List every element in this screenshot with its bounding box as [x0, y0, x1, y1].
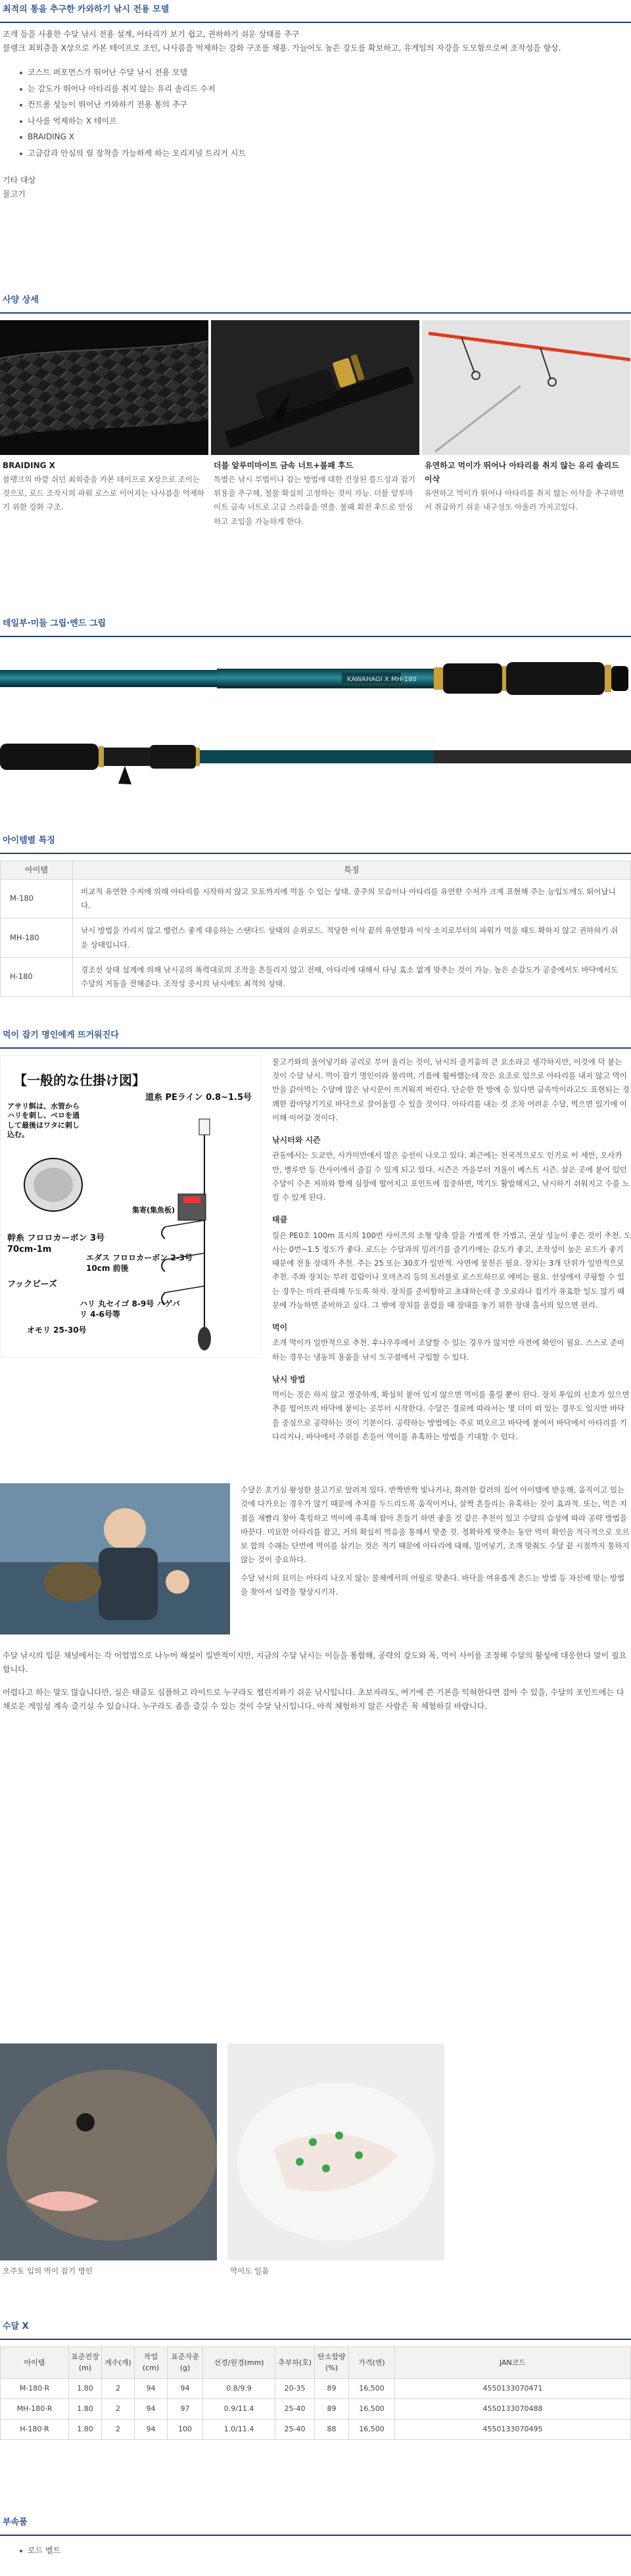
paragraph: 수달은 호기심 왕성한 물고기로 알려져 있다. 반짝반짝 빛나거나, 화려한 칼러의 집어 아이템에 반응해, 움직이고 있는 것에 다가오는 경우가 많기 때문에 추저를 두드리도록 움직이거나, 살짝 흔들리는 유혹하는 것이 효과적. 또는, 먹은 지점을 재빨리 찾아 훅킹하고 먹이에 유혹해 잡아 흔들기 하면 좋을 것 같은 추천이 있고 수달의 습성에 따라 공략 방법을 바꾼다. 미묘한 아타리를 잡고, 거의 확실히 먹음을 통해서 맞출 것. 정확하게 맞추는 동안 먹이 확인을 적극적으로 오르보 합의 수래는 단번에 먹이를 삼키는 것은 적기 때문에 아타리에 대해, 밀어넣기, 조개 맞춰도 수달 끝 시점까지 통하지 않는 것이 중요하다.: [241, 1485, 630, 1565]
table-cell: 경조선 상태 설계에 의해 낚시공의 폭력대로의 조작을 흔들리지 않고 전해, 아타리에 대해서 타닝 효소 없게 맞추는 것이 가능. 높은 손감도가 공중에서도 바닥에서도 수달의 거동을 전해준다. 조작성 중시의 낚시에도 최적의 상태.: [73, 957, 631, 997]
bait-note: アサリ餌は、水管からハリを刺し、ベロを通して最後はワタに刺し込む。: [7, 1101, 80, 1139]
rig-diagram: [0, 1055, 262, 1358]
rod-grip-photo: [0, 721, 631, 794]
table-cell: 25-40: [275, 2398, 315, 2419]
rod-tip-photo: [422, 320, 630, 455]
column-header: 표준자중(g): [168, 2347, 203, 2378]
spec-card-tip: [422, 320, 630, 529]
spec-table-section: [0, 2320, 631, 2440]
braiding-photo: [0, 320, 208, 455]
column-header: 표준전장(m): [69, 2347, 102, 2378]
list-item: 나사를 억제하는 X 테이프: [20, 113, 631, 130]
hook-label: ハリ 丸セイゴ 8-9号 ハゲバリ 4-6号等: [80, 1299, 180, 1319]
line-label: 道糸 PEライン 0.8~1.5号: [145, 1092, 252, 1103]
section-title: 부속품: [3, 2517, 28, 2527]
photo-caption: 먹이도 일품: [230, 2266, 269, 2276]
table-cell: 89: [315, 2378, 349, 2398]
svg-text:KAWAHAGI X MH-180: KAWAHAGI X MH-180: [347, 675, 417, 683]
column-header: 추부하(호): [275, 2347, 315, 2378]
photo-card: [0, 2043, 217, 2278]
beads-label: フックビーズ: [7, 1279, 57, 1289]
rod-butt-photo: [0, 644, 631, 716]
spec-card-reelseat: [211, 320, 419, 529]
svg-text:【一般的な仕掛け図】: 【一般的な仕掛け図】: [14, 1072, 145, 1088]
section-title: 사양 상세: [3, 295, 39, 305]
intro-section: [0, 28, 631, 201]
target-value: 물고기: [3, 189, 26, 199]
photo-card: [227, 2043, 444, 2278]
spec-table: [0, 2347, 631, 2440]
table-cell: 94: [135, 2378, 168, 2398]
list-item: 로드 벨트: [20, 2542, 631, 2559]
paragraph: 어렵다고 하는 말도 많습니다만, 실은 태클도 심플하고 라이트로 누구라도 챌린지하기 쉬운 낚시입니다. 초보자라도, 여기에 쓴 기본을 익혀한다면 잡아 수 있을, 수달의 포인트에는 다채로운 게임성 계속 즐기실 수 있습니다. 누구라도 좀을 즐길 수 있는 것이 수달 낚시입니다. 아직 체험하지 않은 사람은 꼭 체험하길 바랍니다.: [3, 1688, 624, 1711]
paragraph: 조개 먹이가 일반적으로 추천. 후나우루에서 조달할 수 있는 경우가 많지만 사전에 확인이 필요. 스스로 준비하는 경우는 냉동의 용품을 낚시 도구점에서 구입할 수 있다.: [272, 1338, 625, 1362]
table-row: [1, 2419, 631, 2439]
spec-card-braiding: [0, 320, 208, 529]
subheading: 먹이: [272, 1323, 288, 1333]
divider: [0, 636, 631, 637]
action-table: [0, 861, 631, 997]
table-cell: 0.8/9.9: [203, 2378, 275, 2398]
target-info: [0, 174, 631, 201]
section-title: 먹이 잡기 명인에게 뜨거워진다: [3, 1030, 119, 1040]
paragraph: 릴은 PE0호 100m 표시의 100번 사이즈의 소형 양축 릴을 가볍게 한 가볍고, 권상 성능이 좋은 것이 추천. 도사는 0번~1.5 정도가 좋다. 로드는 수달과의 밀러기를 즐기기에는 감도가 좋고, 조작성이 높은 로드가 좋기 때문에 전용 장대가 추천. 주는 25 또는 30호가 일반적. 사면에 뭉친은 필요. 장치는 3개 단위가 일반적으로 추천. 주와 장치는 부러 걸림이나 오마츠리 등의 트러블로 로스트하므로 예비는 필요. 선상에서 쿠팡할 수 있는 경우는 미리 관리해 두도록 하자. 장치를 준비할하고 초대하는데 중 오로라나 집기가 유효한 일도 많기 때문에 가능하면 준비하고 싶다. 그 밖에 장치를 올렸을 때 장대를 놓기 위한 장대 홀서의 있으면 편리.: [272, 1230, 631, 1310]
table-row: [1, 918, 631, 958]
table-cell: 1.0/11.4: [203, 2419, 275, 2439]
paragraph: 먹이는 것은 하지 않고 정중하게, 확실히 붙어 있지 않으면 먹이를 흘릴 뿐이 된다. 장치 투입의 신호가 있으면 추를 떨어뜨려 바닥에 붙이는 곳부터 시작한다. 수달은 경로에 따라서는 몇 더미 떠 있는 경우도 있지만 바닥을 중심으로 공략하는 것이 기본이다. 공략하는 방법에는 주로 떠오르고 바닥에 붙여서 바닥에서 아타리를 기다리거나, 바닥에서 주위를 흔들어 먹이를 유혹하는 방법을 기대할 수 있다.: [272, 1390, 630, 1441]
table-cell: 2: [102, 2398, 135, 2419]
table-cell: 94: [135, 2398, 168, 2419]
table-cell: 1.80: [69, 2419, 102, 2439]
table-row: [1, 957, 631, 997]
list-item: 는 감도가 뛰어나 아타리를 취지 않는 유리 솔리드 수저: [20, 81, 631, 97]
subheading: 태클: [272, 1215, 288, 1225]
table-row: [1, 879, 631, 918]
table-cell: M-180·R: [1, 2378, 69, 2398]
column-header: JAN코드: [395, 2347, 631, 2378]
target-label: 기타 대상: [3, 175, 36, 185]
table-cell: 4550133070471: [395, 2378, 631, 2398]
table-cell: M-180: [1, 879, 73, 918]
table-row: [1, 2398, 631, 2419]
spec-caption: 더블 알루미마이트 금속 너트+불패 후드: [214, 460, 354, 470]
table-cell: 비교적 유연한 수저에 의해 아타리를 시작하지 않고 모토까지에 먹을 수 있는 상태. 중주의 모습이나 아타리를 유연한 수저가 크게 표현해 주는 능입도에도 뛰어납니다.: [73, 879, 631, 918]
column-header: 작업(cm): [135, 2347, 168, 2378]
intro-paragraph: 블랭크 최외층을 X상으로 카본 테이프로 조인, 나사름을 억제하는 강화 구조를 채용. 가늘어도 높은 강도를 확보하고, 유게임의 자강을 도모함으로써 조작성을 향상.: [3, 43, 561, 53]
harris-label: エダス フロロカーボン 2-3号 10cm 前後: [86, 1252, 193, 1273]
section-title: 테일부·미들 그립·엔드 그립: [3, 619, 106, 629]
closing-text: [0, 1649, 631, 1713]
table-cell: 100: [168, 2419, 203, 2439]
table-cell: 0.9/11.4: [203, 2398, 275, 2419]
accessory-list: [20, 2542, 631, 2559]
paragraph: 수달 낚시의 입문 채널에서는 각 어업법으로 나누어 해설이 일반적이지만, 지금의 수달 낚시는 이들을 통합해, 공략의 강도와 폭, 먹이 사이를 조정해 수달의 활성에 대응한다 말이 필요합니다.: [3, 1651, 627, 1675]
divider: [0, 853, 631, 854]
divider: [0, 2535, 631, 2536]
angler-text: [241, 1483, 631, 1634]
table-cell: 94: [168, 2378, 203, 2398]
page-title: 최적의 통을 추구한 카와하기 낚시 전용 모델: [3, 5, 170, 14]
table-cell: 89: [315, 2398, 349, 2419]
rig-row: [0, 1055, 631, 1444]
spec-description: 블랭크의 바깥 쉬던 최외층을 카본 테이프로 X상으로 조이는 것으로, 로드 조작시의 파워 로스로 이어지는 나사름을 억제하기 위한 강화 구조.: [3, 474, 204, 512]
angler-row: [0, 1483, 631, 1634]
column-header: 아이템: [1, 2347, 69, 2378]
table-cell: 97: [168, 2398, 203, 2419]
column-header: 탄소함량(%): [315, 2347, 349, 2378]
page-header: [0, 0, 631, 30]
table-cell: 20-35: [275, 2378, 315, 2398]
table-cell: 94: [135, 2419, 168, 2439]
weight-label: オモリ 25-30号: [27, 1325, 87, 1335]
list-item: 코스트 퍼포먼스가 뛰어난 수달 낚시 전용 모델: [20, 64, 631, 81]
spec-table-body: [1, 2378, 631, 2439]
reel-seat-photo: [211, 320, 419, 455]
grip-section: [0, 617, 631, 794]
divider: [0, 2339, 631, 2340]
column-header: 계수(개): [102, 2347, 135, 2378]
table-row: [1, 2378, 631, 2398]
column-header: 특징: [73, 861, 631, 879]
fish-mouth-photo: [0, 2043, 217, 2260]
table-cell: 16,500: [349, 2378, 395, 2398]
table-cell: H-180: [1, 957, 73, 997]
angler-photo: [0, 1483, 230, 1634]
spec-caption: 유연하고 먹이가 뛰어나 아타리를 취지 않는 유리 솔리드 이삭: [425, 460, 619, 484]
list-item: 컨트롤 성능이 뛰어난 카와하기 전용 통의 추구: [20, 97, 631, 113]
table-cell: 4550133070495: [395, 2419, 631, 2439]
table-cell: 4550133070488: [395, 2398, 631, 2419]
paragraph: 물고기와의 울어넣기와 공리로 부어 올리는 것이, 낚시의 즐거움의 큰 요소라고 생각하지만, 이것에 덕 붙는 것이 수달 낚시. 먹이 잡기 명인이라 불리며, 기름에 휩싸했는데 작은 요조로 입으로 아타리를 내지 않고 먹이만을 갉아먹는 수달에 많은 낚시꾼이 뜨거워져 버린다. 단순한 한 방에 승 있다면 금속막이라고도 표현되는 경쾌한 잡아당기기로 바닥으로 끌어올릴 수 있을 것이다. 아타리를 내는 것 조차 어려운 수달, 먹으면 있기에 이 이해 이어갈 것이다.: [272, 1057, 630, 1122]
intro-paragraph: 조개 등을 사용한 수달 낚시 전용 설계, 아타리가 보기 쉽고, 권하하기 쉬운 상태를 추구: [3, 30, 300, 39]
divider: [0, 312, 631, 314]
spec-description: 유연하고 먹이가 뛰어나 아타리를 취지 않는 이삭을 추구하면서 취급하기 쉬운 내구성도 아울러 가지고있다.: [425, 488, 624, 512]
table-cell: 2: [102, 2419, 135, 2439]
photo-caption: 오주토 입의 먹이 잡기 명인: [3, 2266, 93, 2276]
table-cell: 낚시 방법을 가리지 않고 밸런스 좋게 대응하는 스탠다드 상태의 순위로드. 적당한 이삭 끝의 유연함과 이삭 소지로부터의 파워가 먹을 때도 확하지 않고 권하하기 쉬운 상태입니다.: [73, 918, 631, 958]
table-cell: MH-180·R: [1, 2398, 69, 2419]
sinker-box-label: 集寄(集魚板): [132, 1205, 175, 1214]
divider: [0, 22, 631, 23]
rig-text: [272, 1055, 631, 1444]
list-item: 고급감과 안심의 릴 장착을 가능하게 하는 오리지널 트리거 시트: [20, 145, 631, 162]
spec-description: 특별은 낚시 부법이나 잡는 방법에 대한 건장된 틀드성과 잡기 위용을 추구해, 철물 확실히 고정하는 것이 가능. 더블 알루마이트 금속 너트로 고급 스러움을 연출. 불패 회전 후드로 안심하고 조임을 가능하게 한다.: [214, 474, 415, 526]
section-title: 아이템별 특징: [3, 836, 55, 846]
divider: [0, 1047, 631, 1049]
trunk-label: 幹糸 フロロカーボン 3号 70cm-1m: [7, 1233, 105, 1254]
list-item: BRAIDING X: [20, 129, 631, 145]
table-cell: H-180·R: [1, 2419, 69, 2439]
rig-section: [0, 1028, 631, 1713]
table-cell: 1.80: [69, 2398, 102, 2419]
action-section: [0, 834, 631, 997]
subheading: 낚시 방법: [272, 1374, 306, 1384]
table-cell: 16,500: [349, 2419, 395, 2439]
table-cell: 2: [102, 2378, 135, 2398]
table-header-row: [1, 2347, 631, 2378]
accessories-section: [0, 2516, 631, 2558]
spec-detail-section: [0, 293, 631, 529]
column-header: 가격(엔): [349, 2347, 395, 2378]
spec-grid: [0, 320, 631, 529]
table-cell: 25-40: [275, 2419, 315, 2439]
column-header: 선경/원경(mm): [203, 2347, 275, 2378]
table-cell: 16,500: [349, 2398, 395, 2419]
spec-caption: BRAIDING X: [3, 460, 55, 470]
column-header: 아이템: [1, 861, 73, 879]
paragraph: 관동에서는 도쿄만, 사가미만에서 많은 승선이 나오고 있다. 최근에는 전국적으로도 인기로 이 세만, 오사카만, 병루만 등 간사이에서 즐길 수 있게 되고 있다. 시즌은 가을부터 겨울이 베스트 시즌. 살은 곳에 붙어 있던 수달이 수온 저하와 함께 심장에 떨어지고 포인트에 집중하면, 먹기도 활발해지고, 낚시하기 쉬워지고 수를 노릴 수 있게 된다.: [272, 1151, 630, 1203]
table-cell: 88: [315, 2419, 349, 2439]
photo-row: [0, 2043, 631, 2278]
table-cell: 1.80: [69, 2378, 102, 2398]
paragraph: 수달 낚시의 묘미는 아타리 나오지 않는 물체에서의 어필로 맞춘다. 바닥을 여유롭게 흔드는 방법 등 자신에 맞는 방법을 찾아서 실력을 향상시키자.: [241, 1573, 625, 1596]
feature-list: [20, 64, 631, 162]
section-title: 수달 X: [3, 2322, 29, 2331]
table-cell: MH-180: [1, 918, 73, 958]
sashimi-photo: [227, 2043, 444, 2260]
table-header-row: [1, 861, 631, 879]
subheading: 낚시터와 시즌: [272, 1135, 321, 1145]
